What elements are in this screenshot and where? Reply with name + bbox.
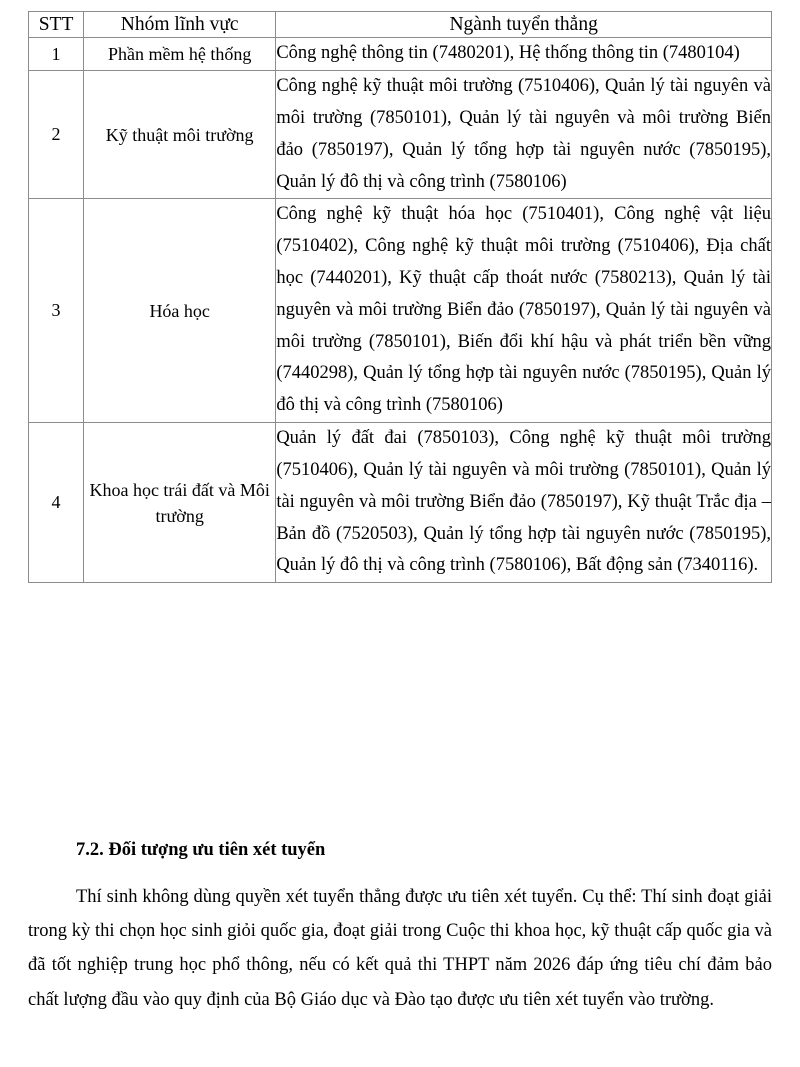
cell-field-group: Kỹ thuật môi trường [84,71,276,199]
cell-stt: 4 [29,423,84,583]
table-row [29,71,772,199]
cell-stt: 1 [29,38,84,71]
cell-field-group: Phần mềm hệ thống [84,38,276,71]
column-header-field-group: Nhóm lĩnh vực [84,12,276,38]
cell-field-group: Hóa học [84,199,276,423]
table-header [29,12,772,38]
section-paragraph-7-2: Thí sinh không dùng quyền xét tuyển thẳng được ưu tiên xét tuyển. Cụ thể: Thí sinh đoạt giải trong kỳ thi chọn học sinh giỏi quốc gia, đoạt giải trong Cuộc thi khoa học, kỹ thuật cấp quốc gia và đã tốt nghiệp trung học phổ thông, nếu có kết quả thi THPT năm 2026 đáp ứng tiêu chí đảm bảo chất lượng đầu vào quy định của Bộ Giáo dục và Đào tạo được ưu tiên xét tuyển vào trường. [28,887,772,1010]
table-row [29,423,772,583]
table-body [29,38,772,583]
admission-table [28,11,772,583]
section-heading-7-2: 7.2. Đối tượng ưu tiên xét tuyển [76,840,326,860]
column-header-direct-admission-major: Ngành tuyển thẳng [276,12,772,38]
table-row [29,199,772,423]
table-row [29,38,772,71]
cell-majors: Công nghệ thông tin (7480201), Hệ thống thông tin (7480104) [276,38,772,71]
cell-stt: 2 [29,71,84,199]
cell-majors: Công nghệ kỹ thuật hóa học (7510401), Công nghệ vật liệu (7510402), Công nghệ kỹ thuật môi trường (7510406), Địa chất học (7440201), Kỹ thuật cấp thoát nước (7580213), Quản lý tài nguyên và môi trường Biển đảo (7850197), Quản lý tài nguyên và môi trường (7850101), Biến đổi khí hậu và phát triển bền vững (7440298), Quản lý tổng hợp tài nguyên nước (7850195), Quản lý đô thị và công trình (7580106) [276,199,772,423]
table-header-row [29,12,772,38]
cell-field-group: Khoa học trái đất và Môi trường [84,423,276,583]
cell-majors: Công nghệ kỹ thuật môi trường (7510406), Quản lý tài nguyên và môi trường (7850101), Quản lý tài nguyên và môi trường Biển đảo (7850197), Quản lý tổng hợp tài nguyên nước (7850195), Quản lý đô thị và công trình (7580106) [276,71,772,199]
cell-majors: Quản lý đất đai (7850103), Công nghệ kỹ thuật môi trường (7510406), Quản lý tài nguyên và môi trường (7850101), Quản lý tài nguyên và môi trường Biển đảo (7850197), Kỹ thuật Trắc địa – Bản đồ (7520503), Quản lý tổng hợp tài nguyên nước (7850195), Quản lý đô thị và công trình (7580106), Bất động sản (7340116). [276,423,772,583]
admission-table-container [28,11,772,583]
cell-stt: 3 [29,199,84,423]
column-header-stt: STT [29,12,84,38]
